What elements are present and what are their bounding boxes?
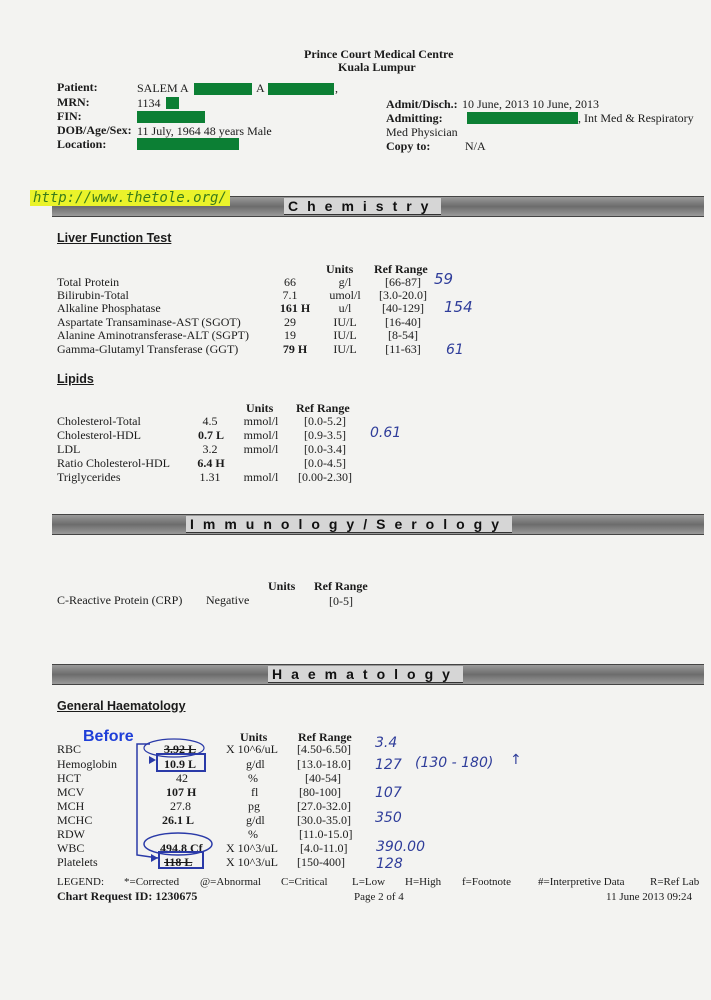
haem-row-units: X 10^3/uL (226, 841, 278, 855)
legend-item: f=Footnote (462, 876, 511, 888)
lft-row-value: 79 H (282, 342, 308, 356)
haem-row-name: WBC (57, 841, 85, 855)
haem-row-name: RBC (57, 742, 82, 756)
lipids-row-units: mmol/l (243, 442, 279, 456)
label-mrn: MRN: (57, 95, 90, 109)
haem-row-units: % (248, 771, 258, 785)
lft-row-units: g/l (338, 275, 352, 289)
lft-row-name: Bilirubin-Total (57, 288, 129, 302)
lft-row-units: u/l (338, 301, 352, 315)
lft-row-name: Gamma-Glutamyl Transferase (GGT) (57, 342, 239, 356)
haem-title: General Haematology (57, 699, 186, 713)
lipids-row-name: Cholesterol-Total (57, 414, 141, 428)
lipids-row-ref: [0.0-5.2] (304, 414, 346, 428)
lft-row-units: umol/l (329, 288, 361, 302)
lft-row-name: Alkaline Phosphatase (57, 301, 161, 315)
note-hdl: 0.61 (370, 425, 402, 441)
haem-units-header: Units (240, 730, 268, 744)
lft-row-units: IU/L (333, 328, 357, 342)
watermark-url: http://www.thetole.org/ (30, 190, 230, 206)
lft-title: Liver Function Test (57, 231, 172, 245)
label-admit: Admit/Disch.: (386, 97, 458, 111)
haem-row-ref: [150-400] (297, 855, 345, 869)
lft-row-value: 66 (284, 275, 296, 289)
lft-ref-header: Ref Range (374, 262, 428, 276)
patient-name-end: , (335, 81, 338, 95)
arrow-head (149, 756, 156, 764)
haematology-title: Haematology (268, 666, 463, 683)
page-number: Page 2 of 4 (354, 891, 404, 903)
haem-row-value: 27.8 (170, 799, 191, 813)
lft-row-ref: [16-40] (385, 315, 421, 329)
lipids-row-value: 6.4 H (197, 456, 225, 470)
haem-ref-header: Ref Range (298, 730, 352, 744)
label-location: Location: (57, 137, 107, 151)
legend-item: L=Low (352, 876, 386, 888)
label-dob: DOB/Age/Sex: (57, 123, 132, 137)
lft-row-value: 19 (284, 328, 296, 342)
lipids-row-value: 1.31 (199, 470, 221, 484)
lipids-row-ref: [0.0-4.5] (304, 456, 346, 470)
label-fin: FIN: (57, 109, 82, 123)
note-alp: 154 (444, 298, 473, 316)
crp-ref: [0-5] (329, 594, 353, 608)
lipids-row-name: Cholesterol-HDL (57, 428, 141, 442)
legend-label: LEGEND: (57, 876, 105, 888)
label-admitting: Admitting: (386, 111, 443, 125)
haem-row-units: g/dl (246, 813, 265, 827)
note-hb-arrow: ↑ (510, 752, 522, 768)
chemistry-title: Chemistry (284, 198, 441, 215)
haem-row-name: Hemoglobin (57, 757, 117, 771)
note-ggt: 61 (446, 342, 464, 358)
lft-row-name: Total Protein (57, 275, 120, 289)
note-rbc: 3.4 (375, 735, 398, 751)
haem-row-value: 10.9 L (164, 757, 197, 771)
lft-units-header: Units (326, 262, 354, 276)
haem-row-units: pg (248, 799, 260, 813)
lipids-units-header: Units (246, 401, 274, 415)
lft-row-ref: [66-87] (385, 275, 421, 289)
label-patient: Patient: (57, 80, 98, 94)
lipids-row-units: mmol/l (243, 414, 279, 428)
legend-item: R=Ref Lab (650, 876, 700, 888)
lft-row-ref: [3.0-20.0] (379, 288, 427, 302)
lipids-row-value: 3.2 (202, 442, 218, 456)
haem-row-ref: [80-100] (299, 785, 341, 799)
crp-units-header: Units (268, 579, 296, 593)
chart-request-id: Chart Request ID: 1230675 (57, 889, 198, 903)
mrn-value: 1134 (137, 96, 161, 110)
lft-row-units: IU/L (333, 315, 357, 329)
haem-row-name: Platelets (57, 855, 98, 869)
legend-item: *=Corrected (124, 876, 180, 888)
hospital-name: Prince Court Medical Centre (304, 47, 454, 61)
haem-row-ref: [27.0-32.0] (297, 799, 351, 813)
haem-row-value: 3.92 L (164, 742, 197, 756)
haem-row-units: % (248, 827, 258, 841)
crp-ref-header: Ref Range (314, 579, 368, 593)
lipids-row-units: mmol/l (243, 428, 279, 442)
note-wbc: 390.00 (376, 839, 425, 855)
lipids-row-ref: [0.0-3.4] (304, 442, 346, 456)
legend-item: C=Critical (281, 876, 328, 888)
note-plt: 128 (376, 856, 403, 872)
lipids-row-name: Triglycerides (57, 470, 121, 484)
lipids-ref-header: Ref Range (296, 401, 350, 415)
label-copy-to: Copy to: (386, 139, 431, 153)
note-hb: 127 (375, 757, 402, 773)
lft-row-ref: [11-63] (385, 342, 421, 356)
haem-row-value: 26.1 L (162, 813, 195, 827)
admit-disch-value: 10 June, 2013 10 June, 2013 (462, 97, 599, 111)
hospital-city: Kuala Lumpur (338, 60, 416, 74)
note-mchc: 350 (375, 810, 402, 826)
lft-row-ref: [8-54] (388, 328, 418, 342)
copy-to-value: N/A (465, 139, 486, 153)
lft-row-name: Aspartate Transaminase-AST (SGOT) (57, 315, 241, 329)
haem-row-name: RDW (57, 827, 85, 841)
haem-row-name: MCH (57, 799, 85, 813)
lipids-row-name: Ratio Cholesterol-HDL (57, 456, 170, 470)
haem-row-value: 42 (176, 771, 188, 785)
arrow-head (151, 854, 158, 862)
haem-row-name: HCT (57, 771, 81, 785)
haem-row-name: MCHC (57, 813, 93, 827)
crp-name: C-Reactive Protein (CRP) (57, 593, 183, 607)
lipids-row-value: 0.7 L (197, 428, 224, 442)
haem-row-units: fl (251, 785, 259, 799)
note-mcv: 107 (375, 785, 402, 801)
haem-row-value: 107 H (166, 785, 197, 799)
haem-row-ref: [4.0-11.0] (300, 841, 348, 855)
haem-row-value: 494.8 Cf (160, 841, 203, 855)
before-label: Before (83, 728, 134, 745)
haem-row-ref: [40-54] (305, 771, 341, 785)
dob-value: 11 July, 1964 48 years Male (137, 124, 272, 138)
lipids-row-value: 4.5 (202, 414, 218, 428)
med-physician: Med Physician (386, 125, 458, 139)
lft-row-value: 161 H (279, 301, 311, 315)
print-timestamp: 11 June 2013 09:24 (606, 891, 693, 903)
haem-row-units: X 10^3/uL (226, 855, 278, 869)
lft-row-ref: [40-129] (382, 301, 424, 315)
patient-name-a: SALEM A (137, 81, 189, 95)
lft-row-value: 7.1 (282, 288, 298, 302)
haem-row-ref: [11.0-15.0] (299, 827, 353, 841)
haem-row-ref: [4.50-6.50] (297, 742, 351, 756)
haem-row-ref: [13.0-18.0] (297, 757, 351, 771)
haem-row-value: 118 L (164, 855, 193, 869)
lft-row-units: IU/L (333, 342, 357, 356)
crp-value: Negative (206, 593, 250, 607)
note-hb-range: (130 - 180) (415, 755, 494, 771)
haem-row-ref: [30.0-35.0] (297, 813, 351, 827)
legend-item: @=Abnormal (200, 876, 261, 888)
haem-row-units: X 10^6/uL (226, 742, 278, 756)
admitting-value: , Int Med & Respiratory (578, 111, 694, 125)
lipids-row-ref: [0.00-2.30] (298, 470, 352, 484)
bracket-line (137, 744, 158, 858)
lipids-row-units: mmol/l (243, 470, 279, 484)
haem-row-units: g/dl (246, 757, 265, 771)
lft-row-name: Alanine Aminotransferase-ALT (SGPT) (57, 328, 249, 342)
patient-name-b: A (256, 81, 265, 95)
immunology-title: Immunology/Serology (186, 516, 512, 533)
note-protein: 59 (434, 270, 454, 288)
legend-item: H=High (405, 876, 442, 888)
lipids-title: Lipids (57, 372, 94, 386)
legend-item: #=Interpretive Data (538, 876, 625, 888)
haem-row-name: MCV (57, 785, 85, 799)
lipids-row-name: LDL (57, 442, 81, 456)
lipids-row-ref: [0.9-3.5] (304, 428, 346, 442)
lft-row-value: 29 (284, 315, 296, 329)
